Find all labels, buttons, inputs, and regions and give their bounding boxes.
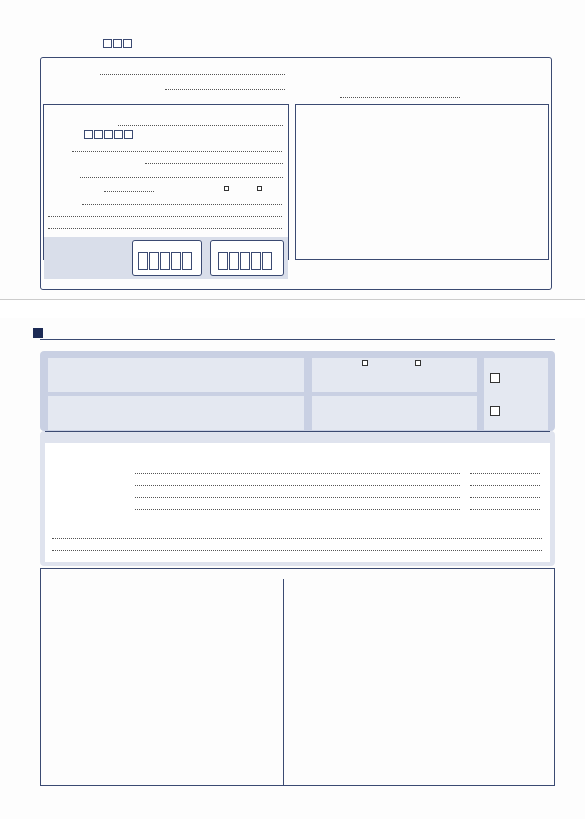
- feminin-checkbox[interactable]: [490, 406, 500, 416]
- domicile-field-1[interactable]: [82, 204, 282, 205]
- sex-f-checkbox[interactable]: [257, 186, 262, 191]
- cause-b-interval[interactable]: [470, 485, 540, 486]
- cause-d-field[interactable]: [135, 509, 460, 510]
- sex-block: [484, 358, 548, 430]
- birthdate-field[interactable]: [104, 191, 154, 192]
- lastname-field[interactable]: [72, 151, 282, 152]
- sex-m-checkbox[interactable]: [224, 186, 229, 191]
- cause-d-interval[interactable]: [470, 509, 540, 510]
- defunt-header: [40, 339, 555, 340]
- fallback-date-field[interactable]: [340, 97, 460, 98]
- cause-c-field[interactable]: [135, 497, 460, 498]
- cause-a-field[interactable]: [135, 473, 460, 474]
- cause-a-interval[interactable]: [470, 473, 540, 474]
- corner-marker: [33, 328, 43, 338]
- administrative-volet: [0, 0, 585, 300]
- partie2-field-2[interactable]: [52, 550, 542, 551]
- date-reelle-checkbox[interactable]: [362, 360, 368, 366]
- acte-number-field[interactable]: [138, 252, 193, 270]
- commune-deces-block: [48, 358, 304, 392]
- postal-code-field[interactable]: [84, 130, 134, 139]
- domicile-field-2[interactable]: [48, 216, 282, 217]
- signature-field[interactable]: [299, 262, 544, 286]
- medical-volet: [0, 318, 585, 819]
- commune-field[interactable]: [118, 125, 283, 126]
- cause-b-field[interactable]: [135, 485, 460, 486]
- causes-body: [45, 443, 550, 562]
- masculin-checkbox[interactable]: [490, 373, 500, 383]
- birthdate-block: [312, 396, 477, 430]
- cause-c-interval[interactable]: [470, 497, 540, 498]
- date-deces-block: [312, 358, 477, 392]
- department-field[interactable]: [103, 39, 133, 48]
- funeral-box: [295, 104, 549, 260]
- doctor-name-field[interactable]: [100, 74, 285, 75]
- date-constatee-checkbox[interactable]: [415, 360, 421, 366]
- maiden-name-field[interactable]: [145, 163, 283, 164]
- firstnames-field[interactable]: [80, 177, 283, 178]
- compl-box: [40, 568, 555, 786]
- causes-header: [45, 431, 550, 432]
- commune-domicile-block: [48, 396, 304, 430]
- order-number-field[interactable]: [218, 252, 273, 270]
- partie2-field-1[interactable]: [52, 538, 542, 539]
- interval-hint: [470, 446, 548, 452]
- compl-divider: [283, 579, 284, 786]
- death-date-field[interactable]: [165, 89, 285, 90]
- domicile-field-3[interactable]: [48, 228, 282, 229]
